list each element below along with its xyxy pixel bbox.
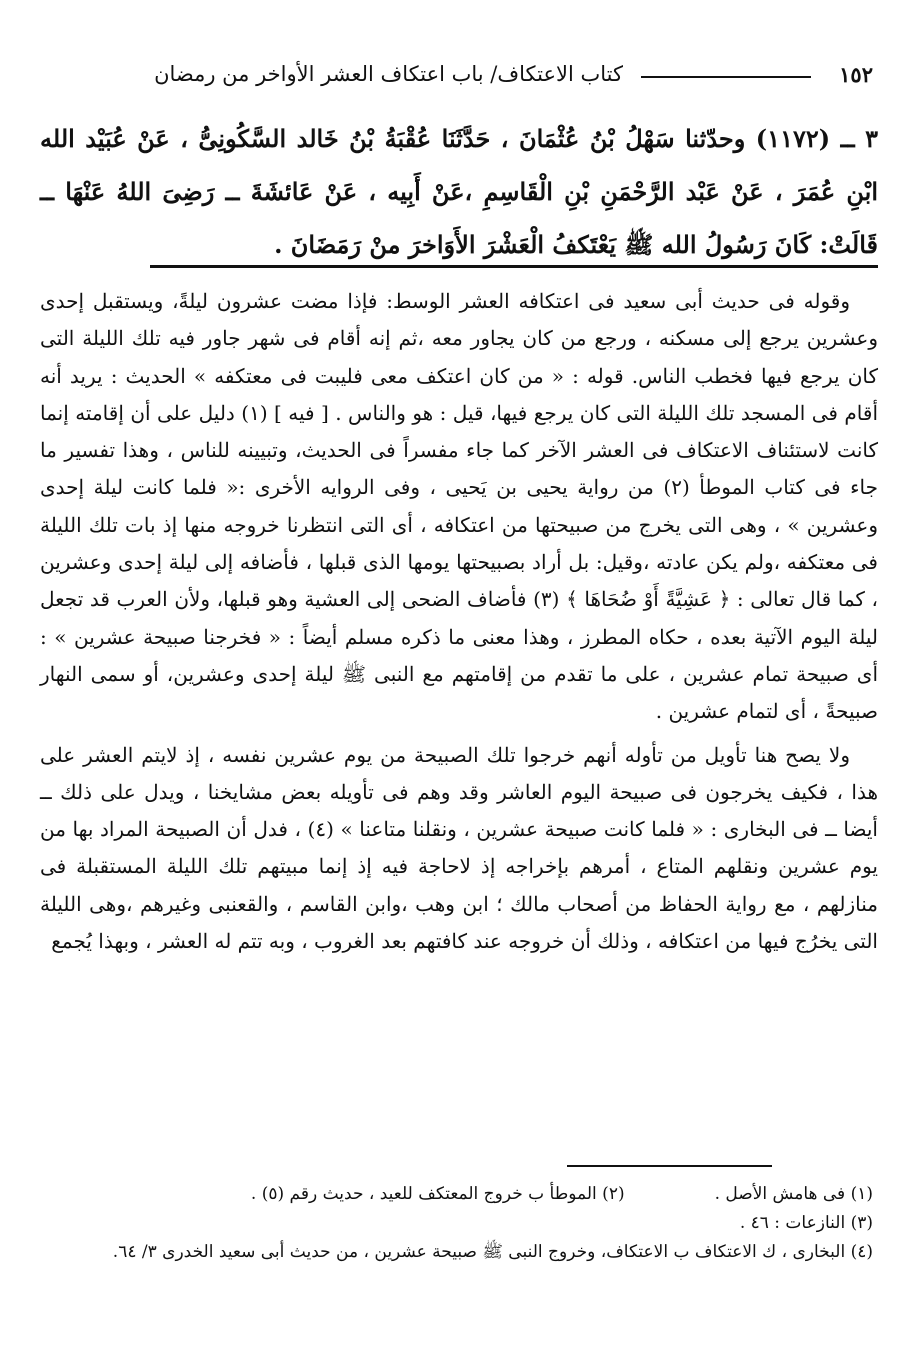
hadith-text: ٣ ــ (١١٧٢) وحدّثنا سَهْلُ بْنُ عُثْمَانَ ، حَدَّثَنَا عُقْبَةُ بْنُ خَالد السَّكُونِىُّ ، عَنْ عُبَيْد الله ابْنِ عُمَرَ ، عَنْ عَبْد الرَّحْمَنِ بْنِ الْقَاسِمِ ،عَنْ أَبِيه ، عَنْ عَائشَةَ ــ رَضِىَ اللهُ عَنْهَا ــ قَالَتْ: كَانَ رَسُولُ الله ﷺ يَعْتَكفُ الْعَشْرَ الأَوَاخرَ منْ رَمَضَانَ . <box>40 124 878 259</box>
footnotes <box>40 1180 873 1267</box>
running-title: كتاب الاعتكاف/ باب اعتكاف العشر الأواخر من رمضان <box>154 62 623 86</box>
page-header <box>40 58 873 98</box>
footnote-2: (٢) الموطأ ب خروج المعتكف للعيد ، حديث رقم (٥) . <box>250 1184 625 1204</box>
commentary-body <box>40 283 878 960</box>
footnote-divider <box>567 1165 772 1167</box>
commentary-paragraph-2: ولا يصح هنا تأويل من تأوله أنهم خرجوا تلك الصبيحة من يوم عشرين نفسه ، إذ لايتم العشر على هذا ، فكيف يخرجون فى صبيحة اليوم العاشر وقد وهم فى تأويله بعض مشايخنا ، ويدل على ذلك ــ أيضا ــ فى البخارى : « فلما كانت صبيحة عشرين ، ونقلنا متاعنا » (٤) ، فدل أن الصبيحة المراد بها من يوم عشرين ونقلهم المتاع ، أمرهم بإخراجه إذ لاحاجة فيه إذ إنما مبيتهم تلك الليلة المستقبلة فى منازلهم ، مع رواية الحفاظ من أصحاب مالك ؛ ابن وهب ،وابن القاسم ، والقعنبى وغيرهم ،وهى الليلة التى يخرُج فيها من اعتكافه ، وذلك أن خروجه عند كافتهم بعد الغروب ، وبه تتم له العشر ، وبهذا يُجمع <box>40 742 878 954</box>
footnote-row <box>40 1180 873 1209</box>
footnote-4: (٤) البخارى ، ك الاعتكاف ب الاعتكاف، وخروج النبى ﷺ صبيحة عشرين ، من حديث أبى سعيد الخدرى ٣/ ٦٤. <box>112 1242 873 1262</box>
commentary-paragraph-1: وقوله فى حديث أبى سعيد فى اعتكافه العشر الوسط: فإذا مضت عشرون ليلةً، ويستقبل إحدى وعشرين يرجع إلى مسكنه ، ورجع من كان يجاور معه ،ثم إنه أقام فى شهر جاور فيه تلك الليلة التى كان يرجع فيها فخطب الناس. قوله : « من كان اعتكف معى فليبت فى معتكفه » الحديث : يريد أنه أقام فى المسجد تلك الليلة التى كان يرجع فيها، قيل : هو والناس . [ فيه ] (١) دليل على أن إقامته إنما كانت لاستئناف الاعتكاف فى العشر الآخر كما جاء مفسراً فى الحديث، وتبيينه للناس ، وهذا تفسير ما جاء فى كتاب الموطأ (٢) من رواية يحيى بن يَحيى ، وفى الروايه الأخرى :« فلما كانت ليلة إحدى وعشرين » ، وهى التى يخرج من صبيحتها من اعتكافه ، أى التى انتظرنا خروجه منها إذ بات تلك الليلة فى معتكفه ،ولم يكن عادته ،وقيل: بل أراد بصبيحتها يومها الذى قبلها ، فأضافه إلى ليلة إحدى وعشرين ، كما قال تعالى : ﴿ عَشِيَّةً أَوْ ضُحَاهَا ﴾ (٣) فأضاف الضحى إلى العشية وهو قبلها، ولأن العرب قد تجعل ليلة اليوم الآتية بعده ، حكاه المطرز ، وهذا معنى ما ذكره مسلم أيضاً : « فخرجنا صبيحة عشرين » : أى صبيحة تمام عشرين ، على ما تقدم من إقامتهم مع النبى ﷺ ليلة إحدى وعشرين، أو سمى النهار صبيحةً ، أى لتمام عشرين . <box>40 289 879 724</box>
footnote-1: (١) فى هامش الأصل . <box>714 1184 873 1204</box>
hadith-divider <box>150 265 878 268</box>
header-rule <box>641 76 811 78</box>
page-number: ١٥٢ <box>839 62 873 87</box>
footnote-3: (٣) النازعات : ٤٦ . <box>739 1213 873 1233</box>
